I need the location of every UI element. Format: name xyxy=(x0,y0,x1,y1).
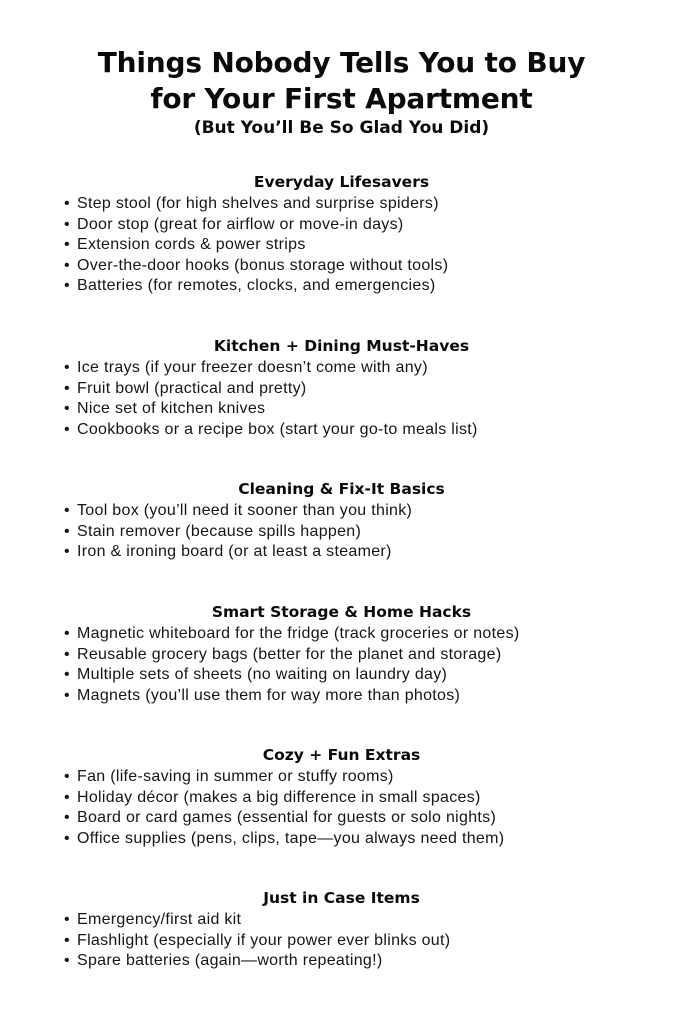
list-item xyxy=(64,645,683,666)
item-text: Magnetic whiteboard for the fridge (track groceries or notes) xyxy=(77,625,520,642)
item-text: Batteries (for remotes, clocks, and emergencies) xyxy=(77,277,436,295)
list-item xyxy=(64,501,683,522)
list-item xyxy=(64,665,683,686)
item-text: Reusable grocery bags (better for the planet and storage) xyxy=(77,645,502,663)
bullet: • xyxy=(64,952,70,970)
section-smart-storage xyxy=(0,602,683,706)
item-text: Spare batteries (again—worth repeating!) xyxy=(77,952,383,970)
item-text: Fan (life-saving in summer or stuffy rooms) xyxy=(77,768,394,785)
section-cleaning-fixit xyxy=(0,479,683,563)
list-item xyxy=(64,624,683,645)
list-item xyxy=(64,358,683,379)
bullet: • xyxy=(64,522,70,540)
bullet: • xyxy=(64,788,70,806)
item-text: Over-the-door hooks (bonus storage without tools) xyxy=(77,256,449,274)
bullet: • xyxy=(64,400,70,418)
bullet: • xyxy=(64,911,70,928)
list-item xyxy=(64,542,683,563)
bullet: • xyxy=(64,645,70,663)
bullet: • xyxy=(64,420,70,438)
title-line-1: Things Nobody Tells You to Buy xyxy=(97,46,586,79)
item-text: Iron & ironing board (or at least a steamer) xyxy=(77,543,392,561)
item-text: Office supplies (pens, clips, tape—you always need them) xyxy=(77,829,505,847)
item-text: Magnets (you’ll use them for way more than photos) xyxy=(77,686,461,704)
page-header xyxy=(0,45,683,139)
section-heading: Kitchen + Dining Must-Haves xyxy=(213,337,470,355)
section-heading: Cleaning & Fix-It Basics xyxy=(238,480,445,498)
list-item xyxy=(64,931,683,952)
item-text: Nice set of kitchen knives xyxy=(77,400,266,418)
list-item xyxy=(64,808,683,829)
item-text: Flashlight (especially if your power ever blinks out) xyxy=(77,931,451,949)
bullet: • xyxy=(64,768,70,785)
bullet: • xyxy=(64,256,70,274)
list-item xyxy=(64,215,683,236)
bullet: • xyxy=(64,625,70,642)
section-heading: Everyday Lifesavers xyxy=(253,173,430,191)
section-kitchen-dining xyxy=(0,336,683,440)
section-heading: Cozy + Fun Extras xyxy=(262,746,421,764)
bullet: • xyxy=(64,829,70,847)
bullet: • xyxy=(64,236,70,254)
item-text: Stain remover (because spills happen) xyxy=(77,522,362,540)
page-title xyxy=(0,45,683,117)
page-subtitle: (But You’ll Be So Glad You Did) xyxy=(193,118,490,138)
bullet: • xyxy=(64,277,70,295)
item-text: Extension cords & power strips xyxy=(77,236,306,254)
section-just-in-case xyxy=(0,888,683,972)
item-text: Cookbooks or a recipe box (start your go-to meals list) xyxy=(77,420,478,438)
item-text: Fruit bowl (practical and pretty) xyxy=(77,379,307,397)
item-text: Holiday décor (makes a big difference in small spaces) xyxy=(77,788,481,806)
bullet: • xyxy=(64,666,70,684)
item-list xyxy=(0,767,683,849)
bullet: • xyxy=(64,195,70,212)
section-cozy-fun xyxy=(0,745,683,849)
bullet: • xyxy=(64,686,70,704)
list-item xyxy=(64,522,683,543)
list-item xyxy=(64,686,683,707)
bullet: • xyxy=(64,931,70,949)
item-text: Tool box (you’ll need it sooner than you think) xyxy=(77,502,413,519)
list-item xyxy=(64,951,683,972)
section-heading: Just in Case Items xyxy=(263,889,420,907)
list-item xyxy=(64,379,683,400)
bullet: • xyxy=(64,543,70,561)
list-item xyxy=(64,829,683,850)
item-list xyxy=(0,501,683,563)
list-item xyxy=(64,767,683,788)
item-text: Emergency/first aid kit xyxy=(77,911,242,928)
item-list xyxy=(0,624,683,706)
item-text: Door stop (great for airflow or move-in days) xyxy=(77,215,404,233)
list-item xyxy=(64,788,683,809)
item-list xyxy=(0,358,683,440)
item-text: Board or card games (essential for guests or solo nights) xyxy=(77,809,497,827)
title-line-2: for Your First Apartment xyxy=(150,82,533,115)
bullet: • xyxy=(64,809,70,827)
bullet: • xyxy=(64,359,70,376)
list-item xyxy=(64,910,683,931)
list-item xyxy=(64,235,683,256)
list-item xyxy=(64,399,683,420)
list-item xyxy=(64,194,683,215)
list-item xyxy=(64,256,683,277)
bullet: • xyxy=(64,215,70,233)
bullet: • xyxy=(64,379,70,397)
bullet: • xyxy=(64,502,70,519)
section-everyday-lifesavers xyxy=(0,172,683,297)
section-heading: Smart Storage & Home Hacks xyxy=(211,603,472,621)
item-text: Multiple sets of sheets (no waiting on laundry day) xyxy=(77,666,448,684)
list-item xyxy=(64,276,683,297)
item-text: Step stool (for high shelves and surprise spiders) xyxy=(77,195,439,212)
item-text: Ice trays (if your freezer doesn’t come with any) xyxy=(77,359,428,376)
item-list xyxy=(0,194,683,297)
list-item xyxy=(64,420,683,441)
item-list xyxy=(0,910,683,972)
